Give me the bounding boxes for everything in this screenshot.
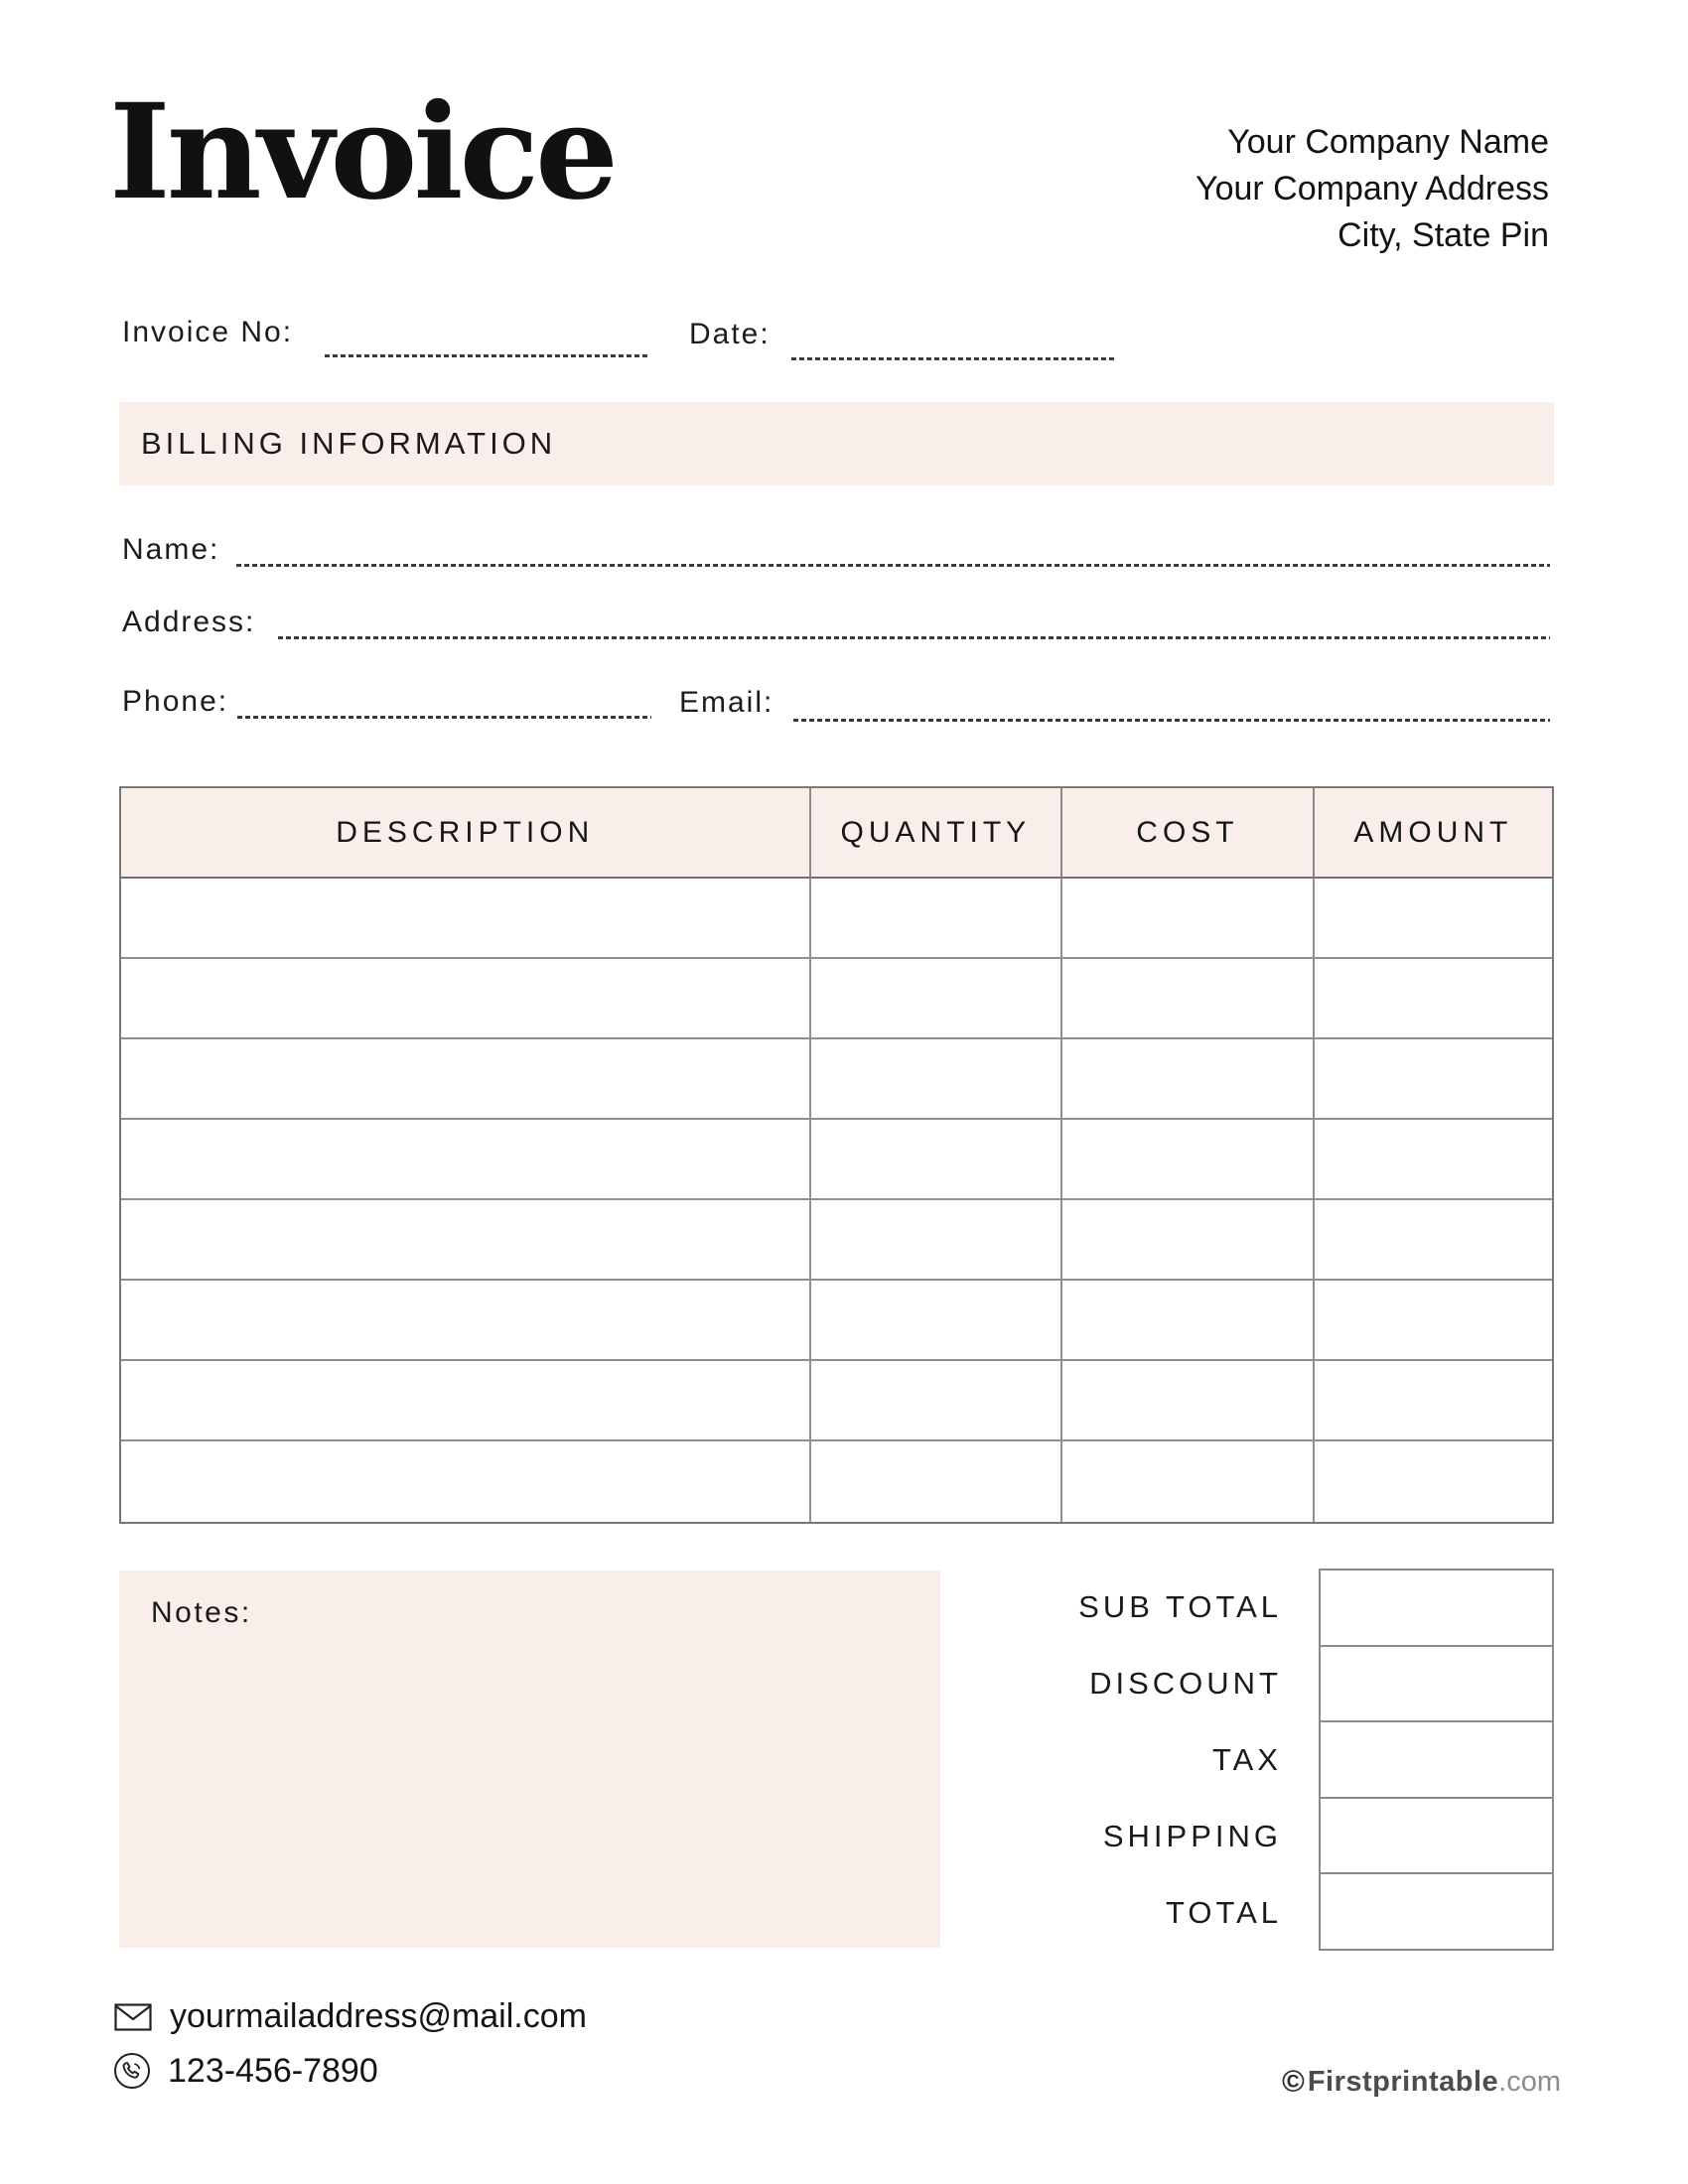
contact-phone-row xyxy=(112,2051,378,2091)
table-cell[interactable] xyxy=(1062,1361,1315,1441)
phone-field[interactable] xyxy=(237,716,651,719)
company-city-state-pin: City, State Pin xyxy=(1337,216,1549,254)
invoice-no-label: Invoice No: xyxy=(122,316,294,348)
table-cell[interactable] xyxy=(121,1361,811,1441)
table-cell[interactable] xyxy=(811,1281,1063,1361)
table-cell[interactable] xyxy=(121,959,811,1039)
address-label: Address: xyxy=(122,606,256,638)
brand-suffix: .com xyxy=(1498,2066,1561,2098)
column-header-description: DESCRIPTION xyxy=(121,788,811,879)
line-items-table xyxy=(119,786,1554,1524)
invoice-no-field[interactable] xyxy=(325,354,650,357)
table-cell[interactable] xyxy=(1315,1120,1552,1200)
billing-information-title: BILLING INFORMATION xyxy=(141,426,557,461)
email-label: Email: xyxy=(679,686,774,719)
contact-phone-text: 123-456-7890 xyxy=(168,2051,378,2090)
address-field[interactable] xyxy=(278,636,1550,639)
subtotal-label: SUB TOTAL xyxy=(1078,1588,1282,1624)
table-cell[interactable] xyxy=(121,1281,811,1361)
contact-email-row xyxy=(114,1997,587,2036)
table-cell[interactable] xyxy=(1062,1441,1315,1522)
table-cell[interactable] xyxy=(1315,879,1552,959)
company-address: Your Company Address xyxy=(1196,170,1549,207)
table-cell[interactable] xyxy=(1062,1200,1315,1281)
discount-label: DISCOUNT xyxy=(1089,1665,1282,1701)
brand-name: Firstprintable xyxy=(1307,2066,1499,2098)
table-cell[interactable] xyxy=(1315,1200,1552,1281)
email-field[interactable] xyxy=(793,719,1550,722)
phone-icon xyxy=(112,2051,152,2091)
table-cell[interactable] xyxy=(121,1441,811,1522)
shipping-value-box[interactable] xyxy=(1321,1799,1552,1875)
tax-label: TAX xyxy=(1212,1741,1282,1777)
table-cell[interactable] xyxy=(121,1200,811,1281)
table-cell[interactable] xyxy=(121,1120,811,1200)
table-cell[interactable] xyxy=(1315,1039,1552,1120)
table-cell[interactable] xyxy=(1062,1120,1315,1200)
table-cell[interactable] xyxy=(811,959,1063,1039)
company-name: Your Company Name xyxy=(1227,123,1549,161)
name-field[interactable] xyxy=(236,564,1550,567)
name-label: Name: xyxy=(122,533,220,566)
copyright-icon: © xyxy=(1282,2064,1305,2099)
table-cell[interactable] xyxy=(1315,959,1552,1039)
discount-value-box[interactable] xyxy=(1321,1647,1552,1723)
column-header-quantity: QUANTITY xyxy=(811,788,1063,879)
table-cell[interactable] xyxy=(811,1200,1063,1281)
envelope-icon xyxy=(114,2003,152,2031)
phone-label: Phone: xyxy=(122,685,229,718)
totals-value-boxes xyxy=(1319,1569,1554,1951)
table-cell[interactable] xyxy=(1062,1281,1315,1361)
column-header-cost: COST xyxy=(1062,788,1315,879)
table-cell[interactable] xyxy=(1062,879,1315,959)
tax-value-box[interactable] xyxy=(1321,1722,1552,1799)
billing-information-section-header xyxy=(119,402,1554,485)
date-label: Date: xyxy=(689,318,771,350)
table-cell[interactable] xyxy=(1062,1039,1315,1120)
column-header-amount: AMOUNT xyxy=(1315,788,1552,879)
table-cell[interactable] xyxy=(1315,1281,1552,1361)
table-cell[interactable] xyxy=(1315,1441,1552,1522)
table-cell[interactable] xyxy=(121,1039,811,1120)
table-cell[interactable] xyxy=(121,879,811,959)
totals-labels xyxy=(1078,1569,1282,1951)
brand-footer xyxy=(1282,2065,1561,2099)
total-value-box[interactable] xyxy=(1321,1874,1552,1949)
table-cell[interactable] xyxy=(1315,1361,1552,1441)
table-cell[interactable] xyxy=(811,1361,1063,1441)
shipping-label: SHIPPING xyxy=(1102,1818,1282,1853)
total-label: TOTAL xyxy=(1165,1894,1282,1930)
table-cell[interactable] xyxy=(1062,959,1315,1039)
notes-label: Notes: xyxy=(151,1596,252,1629)
table-cell[interactable] xyxy=(811,1039,1063,1120)
table-cell[interactable] xyxy=(811,1441,1063,1522)
date-field[interactable] xyxy=(791,357,1114,360)
table-cell[interactable] xyxy=(811,879,1063,959)
subtotal-value-box[interactable] xyxy=(1321,1570,1552,1647)
company-info-block xyxy=(1196,119,1549,259)
page-title: Invoice xyxy=(109,75,615,229)
notes-area[interactable] xyxy=(119,1570,940,1948)
contact-email-text: yourmailaddress@mail.com xyxy=(170,1997,587,2035)
table-cell[interactable] xyxy=(811,1120,1063,1200)
